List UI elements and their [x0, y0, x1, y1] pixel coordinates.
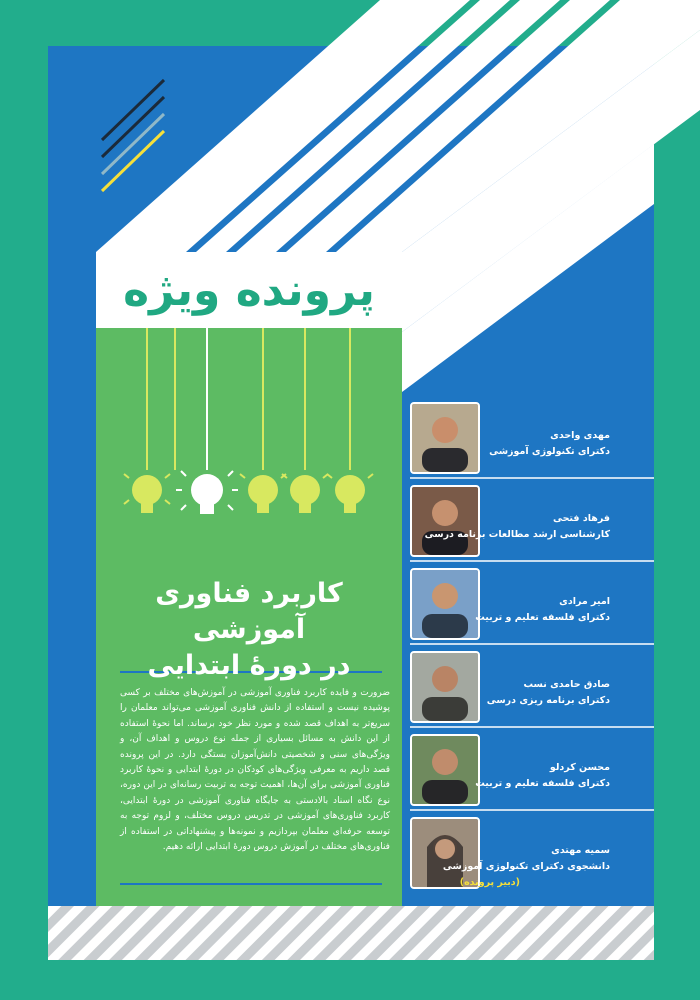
contributor-name: مهدی واحدی [550, 430, 610, 441]
contributor-name: امیر مرادی [559, 596, 610, 607]
section-title-banner [96, 252, 402, 328]
contributor-photo [410, 734, 480, 806]
contributor-title: دکترای برنامه ریزی درسی [486, 695, 610, 706]
headline-line-2: در دورهٔ ابتدایی [147, 650, 351, 681]
section-title: پرونده ویژه [123, 264, 375, 316]
contributor-card [410, 568, 670, 638]
contributor-name: صادق حامدی نسب [523, 679, 610, 690]
contributor-card [410, 734, 670, 804]
headline-line-1: کاربرد فناوری آموزشی [155, 578, 343, 645]
hatched-band [48, 906, 654, 960]
contributor-title: دکترای فلسفه تعلیم و تربیت [475, 612, 610, 623]
abstract-text: ضرورت و فایده کاربرد فناوری آموزشی در آموزش‌های مختلف بر کسی پوشیده نیست و استفاده از دانش فناوری آموزشی می‌تواند معلمان را سریع‌تر به اهداف قصد شده و مورد نظر خود برساند. اما نحوهٔ استفاده از این دانش به مسائل بسیاری از جمله نوع دروس و اهداف آن، و ویژگی‌های سنی و شخصیتی دانش‌آموزان بستگی دارد. در این پرونده قصد داریم به معرفی ویژگی‌های کودکان در دورهٔ ابتدایی و نحوهٔ کاربرد فناوری آموزشی برای آن‌ها، اهمیت توجه به تربیت رسانه‌ای در این دوره، نوع نگاه اسناد بالادستی به جایگاه فناوری آموزشی در دورهٔ ابتدایی، کاربرد فناوری‌های آموزشی در تدریس دروس مختلف، و لزوم توجه به توسعه حرفه‌ای معلمان بپردازیم و نمونه‌ها و پیشنهاداتی در استفاده از فناوری‌های مختلف در آموزش دروس دورهٔ ابتدایی ارائه دهیم. [120, 688, 390, 853]
contributor-photo [410, 485, 480, 557]
contributor-photo [410, 568, 480, 640]
contributor-card [410, 651, 670, 721]
contributor-card [410, 402, 670, 472]
contributor-title: دکترای تکنولوژی آموزشی [489, 446, 610, 457]
contributor-title: کارشناسی ارشد مطالعات برنامه درسی [424, 529, 610, 540]
contributor-title: دکترای فلسفه تعلیم و تربیت [475, 778, 610, 789]
contributor-name: فرهاد فتحی [552, 513, 610, 524]
contributor-card [410, 485, 670, 555]
contributor-name: محسن کردلو [549, 762, 610, 773]
contributor-photo [410, 402, 480, 474]
headline [104, 576, 394, 684]
contributor-title: دانشجوی دکترای تکنولوژی آموزشی [442, 861, 610, 872]
contributor-photo [410, 651, 480, 723]
contributor-role: (دبیر پرونده) [459, 877, 520, 888]
contributor-name: سمیه مهتدی [551, 845, 610, 856]
contributor-card [410, 817, 670, 887]
